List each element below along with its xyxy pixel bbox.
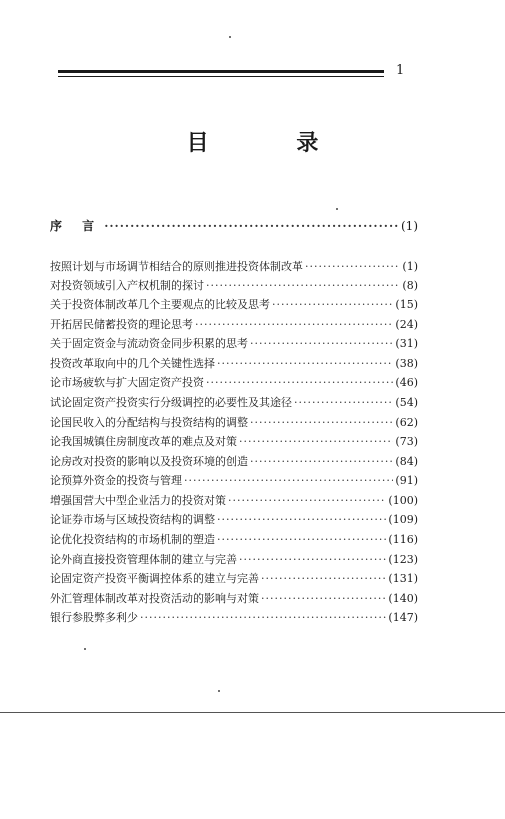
leader-dots — [294, 394, 393, 412]
toc-entry-page: (31) — [395, 337, 418, 350]
toc-entry-title: 论优化投资结构的市场机制的塑造 — [50, 533, 215, 546]
leader-dots — [250, 335, 393, 353]
leader-dots — [184, 472, 393, 490]
toc-entry-title: 论证券市场与区域投资结构的调整 — [50, 513, 215, 526]
toc-entry-title: 关于投资体制改革几个主要观点的比较及思考 — [50, 298, 270, 311]
toc-entry-title: 银行参股弊多利少 — [50, 611, 138, 624]
page-number: 1 — [396, 63, 405, 78]
toc-entry-title: 论固定资产投资平衡调控体系的建立与完善 — [50, 572, 259, 585]
toc-entry-page: (62) — [395, 416, 418, 429]
toc-entry-title: 序 言 — [50, 219, 103, 233]
leader-dots — [228, 492, 386, 510]
toc-entry-page: (24) — [395, 318, 418, 331]
toc-entry[interactable] — [50, 335, 418, 353]
toc-entry-page: (54) — [395, 396, 418, 409]
header-rule-thin — [58, 76, 384, 77]
toc-entry[interactable] — [50, 258, 418, 276]
toc-entry[interactable] — [50, 453, 418, 471]
toc-entry-page: (123) — [388, 553, 418, 566]
toc-entry-title: 按照计划与市场调节相结合的原则推进投资体制改革 — [50, 260, 303, 273]
toc-entry-title: 论房改对投资的影响以及投资环境的创造 — [50, 455, 248, 468]
toc-entry-title: 对投资领域引入产权机制的探讨 — [50, 279, 204, 292]
leader-dots — [217, 531, 386, 549]
toc-entry-page: (91) — [395, 474, 418, 487]
toc-entry-title: 外汇管理体制改革对投资活动的影响与对策 — [50, 592, 259, 605]
leader-dots — [239, 433, 393, 451]
leader-dots — [195, 316, 393, 334]
toc-entry-page: (1) — [402, 260, 418, 273]
leader-dots — [305, 258, 400, 276]
toc-entry-title: 论国民收入的分配结构与投资结构的调整 — [50, 416, 248, 429]
toc-entry[interactable] — [50, 609, 418, 627]
toc-entry[interactable] — [50, 355, 418, 373]
toc-entry[interactable] — [50, 433, 418, 451]
toc-entry[interactable] — [50, 414, 418, 432]
toc-entry[interactable] — [50, 296, 418, 314]
leader-dots — [250, 414, 393, 432]
leader-dots — [217, 511, 386, 529]
toc-entry[interactable] — [50, 277, 418, 295]
toc-entry-title: 投资改革取向中的几个关键性选择 — [50, 357, 215, 370]
scan-speck — [229, 36, 231, 38]
leader-dots — [104, 217, 399, 235]
leader-dots — [206, 374, 393, 392]
scan-speck — [336, 208, 338, 210]
leader-dots — [217, 355, 393, 373]
leader-dots — [272, 296, 393, 314]
toc-entry[interactable] — [50, 374, 418, 392]
leader-dots — [261, 570, 386, 588]
toc-entry-title: 关于固定资金与流动资金同步积累的思考 — [50, 337, 248, 350]
toc-entry-title: 试论固定资产投资实行分级调控的必要性及其途径 — [50, 396, 292, 409]
leader-dots — [140, 609, 386, 627]
toc-entry[interactable] — [50, 394, 418, 412]
scan-speck — [218, 690, 220, 692]
leader-dots — [250, 453, 393, 471]
toc-entry-page: (109) — [388, 513, 418, 526]
toc-entry[interactable] — [50, 570, 418, 588]
toc-entry[interactable] — [50, 492, 418, 510]
toc-entry-page: (1) — [401, 219, 418, 233]
toc-entry-preface[interactable] — [50, 217, 418, 235]
toc-entry-page: (8) — [402, 279, 418, 292]
scan-speck — [84, 648, 86, 650]
toc-entry-title: 增强国营大中型企业活力的投资对策 — [50, 494, 226, 507]
header-rule-thick — [58, 70, 384, 73]
toc-entry-page: (100) — [388, 494, 418, 507]
toc-entry[interactable] — [50, 316, 418, 334]
toc-entry-page: (147) — [388, 611, 418, 624]
toc-entry-title: 论预算外资金的投资与管理 — [50, 474, 182, 487]
toc-entry-page: (84) — [395, 455, 418, 468]
toc-entry-page: (140) — [388, 592, 418, 605]
toc-entry-title: 开拓居民储蓄投资的理论思考 — [50, 318, 193, 331]
toc-entry-page: (116) — [388, 533, 418, 546]
leader-dots — [261, 590, 386, 608]
toc-entry[interactable] — [50, 531, 418, 549]
leader-dots — [206, 277, 400, 295]
toc-entry[interactable] — [50, 472, 418, 490]
toc-entry[interactable] — [50, 551, 418, 569]
toc-entry-page: (73) — [395, 435, 418, 448]
toc-entry[interactable] — [50, 511, 418, 529]
toc-entry-title: 论外商直接投资管理体制的建立与完善 — [50, 553, 237, 566]
toc-entry-page: (46) — [395, 376, 418, 389]
toc-entry-title: 论我国城镇住房制度改革的难点及对策 — [50, 435, 237, 448]
toc-entry-page: (38) — [395, 357, 418, 370]
toc-entry[interactable] — [50, 590, 418, 608]
toc-entry-title: 论市场疲软与扩大固定资产投资 — [50, 376, 204, 389]
bottom-rule — [0, 712, 505, 713]
toc-entry-page: (15) — [395, 298, 418, 311]
page-title: 目 录 — [186, 131, 359, 156]
leader-dots — [239, 551, 386, 569]
toc-entry-page: (131) — [388, 572, 418, 585]
